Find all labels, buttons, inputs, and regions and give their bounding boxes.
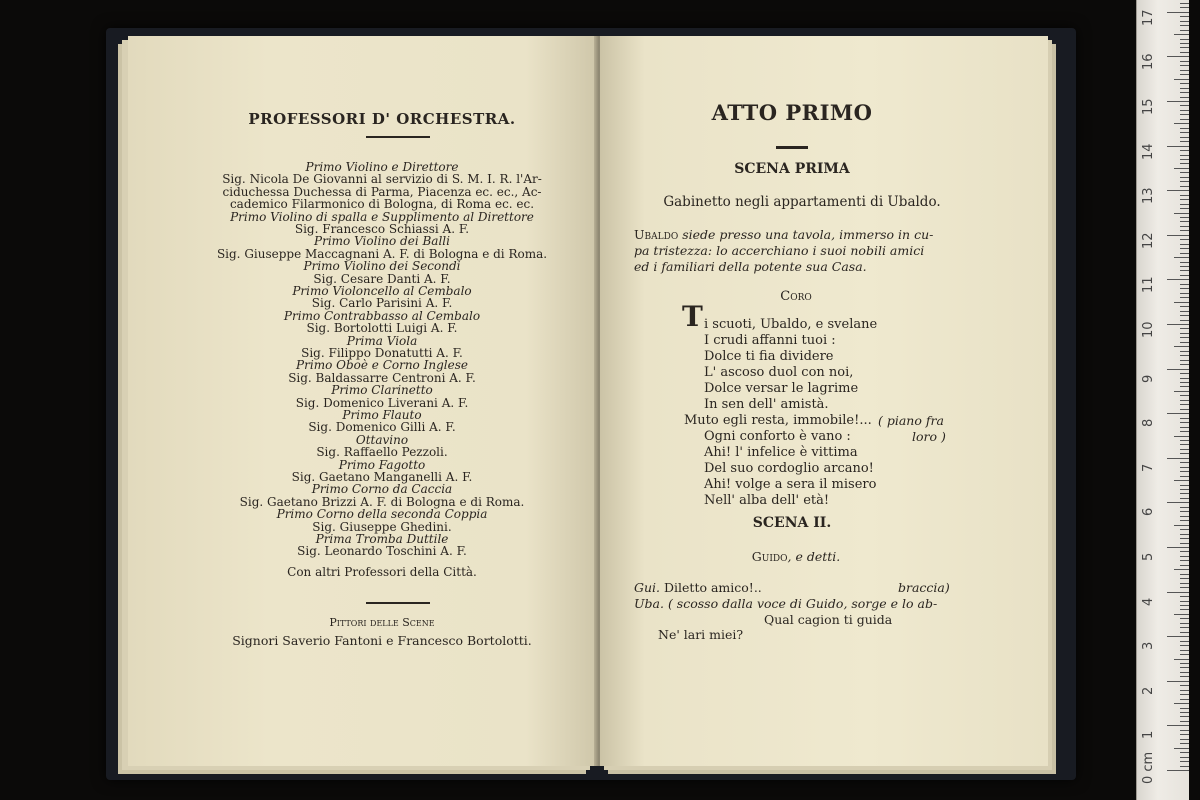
musician-name: Sig. Cesare Danti A. F. [313,271,451,286]
ruler-tick [1180,270,1189,271]
ruler-tick [1180,253,1189,254]
uba-label: Uba. [634,596,664,611]
ruler-tick [1167,12,1189,13]
ruler-number: 16 [1141,53,1156,71]
ruler-tick [1180,685,1189,686]
ruler-tick [1180,444,1189,445]
ruler-tick [1180,520,1189,521]
ruler-tick [1180,355,1189,356]
musician-name: Sig. Domenico Liverani A. F. [295,395,469,410]
direction-text: siede presso una tavola, immerso in cu- [678,227,934,242]
ruler-tick [1180,239,1189,240]
musician-name: Sig. Baldassarre Centroni A. F. [288,370,476,385]
setting-line: Gabinetto negli appartamenti di Ubaldo. [663,194,941,210]
stage-direction-line [634,228,933,242]
instrument-role: Primo Oboè e Corno Inglese [296,358,468,373]
ruler-number: 1 [1141,731,1156,740]
ruler-tick [1180,275,1189,276]
ruler-tick [1180,757,1189,758]
ruler-tick [1174,213,1189,214]
ruler-tick [1180,150,1189,151]
instrument-role: Primo Violino dei Secondi [303,259,461,274]
ruler-tick [1180,114,1189,115]
instrument-role: Primo Violino e Direttore [305,160,459,174]
ruler-tick [1180,395,1189,396]
ruler-tick [1180,61,1189,62]
ruler-tick [1167,413,1189,414]
act-title: ATTO PRIMO [711,100,873,125]
painters-names: Signori Saverio Fantoni e Francesco Bortolotti. [232,633,532,648]
ruler-tick [1180,141,1189,142]
ruler-tick [1180,676,1189,677]
ruler-tick [1167,502,1189,503]
left-page [128,36,596,766]
ruler-tick [1180,431,1189,432]
ruler-tick [1180,485,1189,486]
ruler-tick [1180,663,1189,664]
ruler-tick [1174,168,1189,169]
ruler-tick [1180,43,1189,44]
ruler-tick [1167,56,1189,57]
detti-text: , e detti. [787,549,841,564]
ruler-tick [1180,708,1189,709]
direction-text: ed i familiari della potente sua Casa. [634,259,867,274]
ruler-tick [1180,105,1189,106]
ruler-tick [1180,493,1189,494]
ruler-number: 9 [1141,374,1156,383]
ruler-tick [1180,181,1189,182]
musician-name: Sig. Gaetano Brizzi A. F. di Bologna e di Roma. [239,494,525,509]
ruler-tick [1180,627,1189,628]
coro-verse: In sen dell' amistà. [704,397,829,412]
title-rule [366,136,430,138]
ruler-tick [1180,177,1189,178]
ruler-tick [1180,110,1189,111]
ruler-tick [1180,248,1189,249]
ruler-tick [1180,761,1189,762]
ruler-number: 13 [1141,187,1156,205]
ruler-tick [1180,623,1189,624]
ruler-tick [1180,694,1189,695]
character-name: Ubaldo [634,227,679,242]
musician-name: ciduchessa Duchessa di Parma, Piacenza ec. ec., Ac- [222,184,542,199]
ruler-tick [1180,560,1189,561]
ruler-tick [1180,337,1189,338]
ruler-number: 2 [1141,686,1156,695]
ruler-tick [1180,386,1189,387]
ruler-tick [1180,409,1189,410]
ruler-tick [1180,734,1189,735]
ruler-tick [1180,766,1189,767]
ruler-tick [1180,288,1189,289]
ruler-tick [1180,551,1189,552]
coro-verse: Dolce versar le lagrime [704,381,859,396]
ruler-tick [1167,190,1189,191]
instrument-role: Primo Violoncello al Cembalo [292,284,472,298]
ruler-tick [1174,79,1189,80]
ruler-tick [1180,650,1189,651]
painters-heading: Pittori delle Scene [329,616,435,629]
ruler-tick [1180,422,1189,423]
ruler-tick [1180,601,1189,602]
ruler-tick [1167,681,1189,682]
ruler-tick [1167,636,1189,637]
ruler-tick [1180,378,1189,379]
instrument-role: Ottavino [355,432,409,447]
ruler-tick [1180,195,1189,196]
coro-verse: Nell' alba dell' età! [704,493,830,508]
ruler-tick [1180,311,1189,312]
ruler-tick [1174,525,1189,526]
ruler-tick [1180,578,1189,579]
ruler-tick [1180,716,1189,717]
ruler-tick [1180,534,1189,535]
ruler-tick [1180,538,1189,539]
coro-verse: Del suo cordoglio arcano! [704,461,874,476]
ruler-tick [1167,547,1189,548]
ruler-tick [1180,667,1189,668]
ruler-tick [1180,297,1189,298]
ruler-tick [1167,592,1189,593]
ruler-tick [1180,511,1189,512]
ruler-tick [1167,146,1189,147]
ruler-tick [1180,632,1189,633]
aside-loro: loro ) [912,429,946,444]
ruler-tick [1180,52,1189,53]
ruler-tick [1180,583,1189,584]
ruler-number: 7 [1141,463,1156,472]
ruler-tick [1180,596,1189,597]
coro-verse: I crudi affanni tuoi : [704,333,836,348]
ruler-tick [1180,587,1189,588]
gui-line [634,581,762,595]
ruler-tick [1180,360,1189,361]
musician-name: Sig. Leonardo Toschini A. F. [297,544,467,559]
ruler-tick [1180,498,1189,499]
ruler-tick [1180,7,1189,8]
ruler-tick [1180,3,1189,4]
ruler-tick [1180,163,1189,164]
ruler-number: 3 [1141,641,1156,651]
musician-name: Sig. Filippo Donatutti A. F. [301,346,463,360]
instrument-role: Primo Contrabbasso al Cembalo [283,308,481,323]
ruler-tick [1180,119,1189,120]
instrument-role: Primo Flauto [342,408,422,422]
scene1-title: SCENA PRIMA [734,161,850,177]
ruler-tick [1180,315,1189,316]
ruler-tick [1180,39,1189,40]
ruler-tick [1174,614,1189,615]
musician-name: Con altri Professori della Città. [287,564,477,579]
ruler-tick [1180,654,1189,655]
ruler-tick [1180,351,1189,352]
instrument-role: Prima Viola [346,333,418,348]
ruler-tick [1174,480,1189,481]
ruler-tick [1167,235,1189,236]
ruler-tick [1180,293,1189,294]
ruler-tick [1180,204,1189,205]
ruler-tick [1180,609,1189,610]
coro-verse: L' ascoso duol con noi, [704,365,854,380]
ruler-tick [1180,618,1189,619]
ruler-tick [1180,364,1189,365]
instrument-role: Primo Corno da Caccia [311,482,453,497]
ruler-tick [1180,712,1189,713]
ruler-tick [1180,489,1189,490]
painters-rule [366,602,430,604]
ruler-tick [1174,302,1189,303]
ruler-tick [1180,25,1189,26]
ruler-tick [1174,257,1189,258]
instrument-role: Primo Clarinetto [331,383,433,398]
ruler-tick [1180,128,1189,129]
ruler-tick [1180,221,1189,222]
ruler-tick [1174,569,1189,570]
ruler-tick [1180,244,1189,245]
ruler-tick [1174,34,1189,35]
instrument-role: Primo Corno della seconda Coppia [276,507,488,522]
ruler-tick [1180,721,1189,722]
ruler-tick [1167,101,1189,102]
ruler-tick [1180,453,1189,454]
uba-line-2: Ne' lari miei? [658,627,744,642]
ruler-number: 6 [1141,508,1156,517]
ruler-tick [1180,226,1189,227]
ruler-tick [1174,391,1189,392]
guido-name: Guido [751,549,788,564]
musician-name: Sig. Domenico Gilli A. F. [308,420,456,435]
ruler-tick [1180,467,1189,468]
ruler-tick [1180,159,1189,160]
stage-direction-line [634,244,924,258]
coro-verse: i scuoti, Ubaldo, e svelane [704,317,878,332]
coro-verse: Ogni conforto è vano : [704,429,851,444]
ruler-tick [1180,217,1189,218]
coro-label: Coro [780,289,812,304]
ruler-tick [1174,346,1189,347]
ruler-tick [1180,172,1189,173]
ruler-tick [1180,382,1189,383]
ruler-tick [1180,342,1189,343]
ruler-tick [1180,320,1189,321]
musician-name: Sig. Nicola De Giovanni al servizio di S. M. I. R. l'Ar- [222,172,542,187]
ruler-tick [1180,752,1189,753]
ruler-tick [1180,74,1189,75]
gui-aside: braccia) [898,580,950,595]
musician-name: Sig. Carlo Parisini A. F. [311,296,453,311]
ruler-tick [1180,529,1189,530]
ruler-tick [1174,123,1189,124]
measuring-ruler [1136,0,1189,800]
instrument-role: Primo Violino di spalla e Supplimento al Direttore [230,209,534,224]
stage-direction-line [634,260,867,274]
ruler-tick [1174,703,1189,704]
ruler-tick [1174,659,1189,660]
ruler-tick [1180,373,1189,374]
ruler-tick [1180,400,1189,401]
ruler-tick [1167,324,1189,325]
ruler-number: 14 [1141,143,1156,160]
aside-piano: ( piano fra [878,413,944,428]
ruler-tick [1180,262,1189,263]
uba-direction: ( scosso dalla voce di Guido, sorge e lo ab- [667,596,938,611]
ruler-number: 15 [1141,98,1156,115]
ruler-tick [1180,418,1189,419]
right-page [600,36,1048,766]
scene2-characters [752,550,840,564]
coro-verse: Dolce ti fia dividere [704,349,834,364]
ruler-tick [1180,97,1189,98]
direction-text: pa tristezza: lo accerchiano i suoi nobili amici [634,243,925,258]
ruler-tick [1180,208,1189,209]
musician-name: Sig. Giuseppe Maccagnani A. F. di Bologna e di Roma. [216,246,548,261]
uba-line [634,597,937,611]
ruler-tick [1180,404,1189,405]
ruler-tick [1180,92,1189,93]
ruler-tick [1167,770,1189,771]
ruler-tick [1180,471,1189,472]
ruler-tick [1180,730,1189,731]
ruler-tick [1180,83,1189,84]
ruler-tick [1180,476,1189,477]
instrument-role: Prima Tromba Duttile [315,532,449,546]
ruler-tick [1167,458,1189,459]
ruler-tick [1180,21,1189,22]
act-rule [776,146,808,149]
ruler-tick [1180,266,1189,267]
ruler-tick [1180,543,1189,544]
gui-text: Diletto amico!.. [664,580,762,595]
ruler-tick [1180,16,1189,17]
coro-verse: Ahi! volge a sera il misero [704,477,877,492]
ruler-tick [1180,516,1189,517]
ruler-tick [1180,699,1189,700]
ruler-tick [1180,132,1189,133]
ruler-number: 12 [1141,232,1156,249]
musician-name: cademico Filarmonico di Bologna, di Roma ec. ec. [229,197,535,212]
ruler-tick [1180,440,1189,441]
ruler-tick [1167,725,1189,726]
instrument-role: Primo Fagotto [338,457,426,472]
ruler-number: 8 [1141,418,1156,428]
ruler-tick [1180,645,1189,646]
musician-name: Sig. Gaetano Manganelli A. F. [291,470,473,484]
ruler-tick [1180,70,1189,71]
ruler-tick [1180,743,1189,744]
ruler-tick [1180,574,1189,575]
musician-name: Sig. Giuseppe Ghedini. [312,519,452,534]
ruler-tick [1180,605,1189,606]
musician-name: Sig. Raffaello Pezzoli. [316,445,448,460]
ruler-tick [1180,306,1189,307]
drop-cap: T [682,300,703,333]
ruler-tick [1180,672,1189,673]
ruler-tick [1180,449,1189,450]
ruler-tick [1180,427,1189,428]
gui-label: Gui. [634,580,661,595]
ruler-tick [1180,186,1189,187]
ruler-tick [1180,65,1189,66]
ruler-tick [1180,199,1189,200]
musician-name: Sig. Bortolotti Luigi A. F. [306,321,458,336]
ruler-number: 11 [1141,276,1156,294]
ruler-number: 5 [1141,552,1156,561]
ruler-number: 17 [1141,9,1156,26]
ruler-tick [1180,690,1189,691]
coro-verse: Ahi! l' infelice è vittima [704,445,858,460]
ruler-tick [1180,462,1189,463]
ruler-tick [1180,137,1189,138]
ruler-tick [1167,279,1189,280]
coro-verse: Muto egli resta, immobile!... [684,413,872,428]
ruler-tick [1174,436,1189,437]
ruler-tick [1180,333,1189,334]
musician-name: Sig. Francesco Schiassi A. F. [294,222,470,236]
uba-line-1: Qual cagion ti guida [764,612,893,627]
ruler-tick [1180,47,1189,48]
ruler-tick [1180,155,1189,156]
ruler-tick [1180,328,1189,329]
ruler-tick [1180,230,1189,231]
ruler-tick [1180,739,1189,740]
ruler-tick [1167,369,1189,370]
ruler-number: 4 [1141,597,1156,606]
ruler-tick [1180,507,1189,508]
ruler-tick [1180,30,1189,31]
instrument-role: Primo Violino dei Balli [314,234,450,249]
orchestra-title: PROFESSORI D' ORCHESTRA. [248,110,516,128]
ruler-tick [1180,556,1189,557]
ruler-number: 0 cm [1141,751,1156,784]
scene2-title: SCENA II. [752,515,832,531]
ruler-tick [1174,748,1189,749]
ruler-tick [1180,565,1189,566]
ruler-number: 10 [1141,321,1156,338]
ruler-tick [1180,284,1189,285]
ruler-tick [1180,641,1189,642]
ruler-tick [1180,88,1189,89]
